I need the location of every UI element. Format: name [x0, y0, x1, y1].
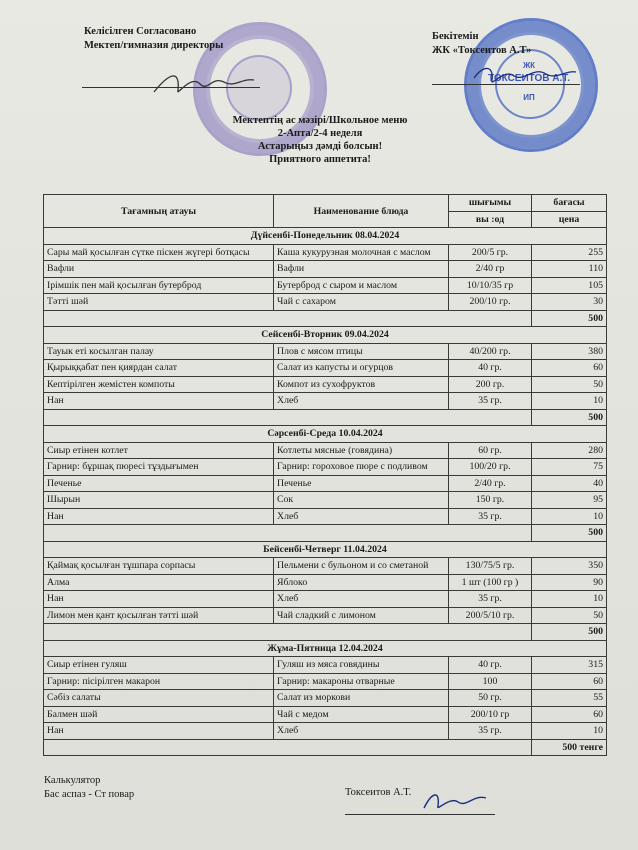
table-row: [44, 343, 607, 360]
day-total-row: [44, 624, 607, 641]
day-title: Бейсенбі-Четверг 11.04.2024: [44, 541, 607, 558]
dish-kz-cell: Нан: [44, 591, 274, 608]
table-row: [44, 442, 607, 459]
price-cell: 30: [532, 294, 607, 311]
approve-label: Бекітемін: [432, 31, 479, 42]
dish-ru-cell: Гарнир: макароны отварные: [274, 673, 449, 690]
dish-kz-cell: Сары май қосылған сүтке піскен жүгері ботқасы: [44, 244, 274, 261]
dish-kz-cell: Вафли: [44, 261, 274, 278]
table-row: [44, 459, 607, 476]
table-row: [44, 261, 607, 278]
dish-kz-cell: Сәбіз салаты: [44, 690, 274, 707]
dish-ru-cell: Сок: [274, 492, 449, 509]
day-header-row: [44, 541, 607, 558]
yield-cell: 100/20 гр.: [449, 459, 532, 476]
day-total-row: [44, 739, 607, 756]
dish-ru-cell: Хлеб: [274, 723, 449, 740]
table-row: [44, 706, 607, 723]
day-title: Сейсенбі-Вторник 09.04.2024: [44, 327, 607, 344]
dish-kz-cell: Тәтті шәй: [44, 294, 274, 311]
approver-signature-line: [432, 84, 580, 85]
header-yield-top: шығымы: [449, 195, 532, 212]
price-cell: 10: [532, 508, 607, 525]
total-spacer-cell: [44, 525, 532, 542]
table-row: [44, 657, 607, 674]
dish-kz-cell: Қырыққабат пен қиярдан салат: [44, 360, 274, 377]
dish-kz-cell: Нан: [44, 508, 274, 525]
approval-block-right: [432, 30, 531, 58]
price-cell: 10: [532, 591, 607, 608]
price-cell: 255: [532, 244, 607, 261]
header-price-bottom: цена: [532, 211, 607, 228]
price-cell: 280: [532, 442, 607, 459]
dish-kz-cell: Қаймақ қосылған тұшпара сорпасы: [44, 558, 274, 575]
day-header-row: [44, 228, 607, 245]
price-cell: 60: [532, 360, 607, 377]
day-header-row: [44, 426, 607, 443]
table-row: [44, 574, 607, 591]
dish-ru-cell: Пельмени с бульоном и со сметаной: [274, 558, 449, 575]
day-total-cell: 500: [532, 310, 607, 327]
day-title: Сәрсенбі-Среда 10.04.2024: [44, 426, 607, 443]
price-cell: 60: [532, 673, 607, 690]
dish-kz-cell: Сиыр етінен котлет: [44, 442, 274, 459]
dish-ru-cell: Каша кукурузная молочная с маслом: [274, 244, 449, 261]
yield-cell: 35 гр.: [449, 393, 532, 410]
table-row: [44, 723, 607, 740]
table-row: [44, 376, 607, 393]
table-row: [44, 244, 607, 261]
yield-cell: 60 гр.: [449, 442, 532, 459]
header-kz-name: Тағамның атауы: [44, 195, 274, 228]
price-cell: 40: [532, 475, 607, 492]
yield-cell: 150 гр.: [449, 492, 532, 509]
yield-cell: 1 шт (100 гр ): [449, 574, 532, 591]
day-title: Жұма-Пятница 12.04.2024: [44, 640, 607, 657]
total-spacer-cell: [44, 624, 532, 641]
yield-cell: 130/75/5 гр.: [449, 558, 532, 575]
dish-ru-cell: Хлеб: [274, 591, 449, 608]
dish-kz-cell: Нан: [44, 723, 274, 740]
stamp-name-text: ТОКСЕИТОВ А.Т.: [487, 73, 571, 84]
yield-cell: 10/10/35 гр: [449, 277, 532, 294]
approval-block-left: [84, 25, 223, 53]
yield-cell: 200/5/10 гр.: [449, 607, 532, 624]
yield-cell: 40/200 гр.: [449, 343, 532, 360]
header-yield-bottom: вы :од: [449, 211, 532, 228]
yield-cell: 200/5 гр.: [449, 244, 532, 261]
stamp-bottom-text: ИП: [523, 93, 535, 102]
day-title: Дүйсенбі-Понедельник 08.04.2024: [44, 228, 607, 245]
yield-cell: 2/40 гр: [449, 261, 532, 278]
price-cell: 110: [532, 261, 607, 278]
day-total-row: [44, 310, 607, 327]
menu-table: [43, 194, 607, 756]
dish-ru-cell: Чай с сахаром: [274, 294, 449, 311]
price-cell: 55: [532, 690, 607, 707]
dish-kz-cell: Нан: [44, 393, 274, 410]
price-cell: 315: [532, 657, 607, 674]
price-cell: 350: [532, 558, 607, 575]
table-row: [44, 277, 607, 294]
yield-cell: 200 гр.: [449, 376, 532, 393]
price-cell: 90: [532, 574, 607, 591]
price-cell: 60: [532, 706, 607, 723]
total-spacer-cell: [44, 310, 532, 327]
yield-cell: 35 гр.: [449, 508, 532, 525]
dish-kz-cell: Алма: [44, 574, 274, 591]
calculator-label: Калькулятор: [44, 775, 101, 786]
table-row: [44, 294, 607, 311]
dish-kz-cell: Тауык еті косылган палау: [44, 343, 274, 360]
entrepreneur-label: ЖК «Токсеитов А.Т»: [432, 45, 532, 56]
footer-left: [44, 774, 134, 802]
chef-label: Бас аспаз - Ст повар: [44, 789, 135, 800]
yield-cell: 40 гр.: [449, 657, 532, 674]
yield-cell: 2/40 гр.: [449, 475, 532, 492]
dish-kz-cell: Гарнир: бұршақ пюресі тұздығымен: [44, 459, 274, 476]
total-spacer-cell: [44, 739, 532, 756]
day-total-row: [44, 525, 607, 542]
table-row: [44, 591, 607, 608]
director-signature: [150, 62, 260, 102]
day-total-cell: 500: [532, 409, 607, 426]
yield-cell: 200/10 гр: [449, 706, 532, 723]
price-cell: 95: [532, 492, 607, 509]
table-row: [44, 492, 607, 509]
dish-ru-cell: Компот из сухофруктов: [274, 376, 449, 393]
day-total-cell: 500: [532, 624, 607, 641]
total-spacer-cell: [44, 409, 532, 426]
table-row: [44, 508, 607, 525]
table-row: [44, 360, 607, 377]
dish-ru-cell: Печенье: [274, 475, 449, 492]
table-row: [44, 690, 607, 707]
dish-ru-cell: Гуляш из мяса говядины: [274, 657, 449, 674]
table-header-row: [44, 195, 607, 212]
table-row: [44, 607, 607, 624]
dish-ru-cell: Вафли: [274, 261, 449, 278]
menu-table-body: [44, 195, 607, 756]
menu-title: [150, 114, 490, 166]
yield-cell: 200/10 гр.: [449, 294, 532, 311]
title-line-2: 2-Апта/2-4 неделя: [277, 128, 363, 139]
table-row: [44, 475, 607, 492]
dish-ru-cell: Хлеб: [274, 393, 449, 410]
table-row: [44, 558, 607, 575]
title-line-3: Астарыңыз дәмді болсын!: [257, 141, 383, 152]
price-cell: 10: [532, 393, 607, 410]
dish-kz-cell: Кептірілген жемістен компоты: [44, 376, 274, 393]
yield-cell: 35 гр.: [449, 723, 532, 740]
price-cell: 75: [532, 459, 607, 476]
yield-cell: 100: [449, 673, 532, 690]
dish-kz-cell: Шырын: [44, 492, 274, 509]
dish-kz-cell: Печенье: [44, 475, 274, 492]
dish-kz-cell: Ірімшік пен май қосылған бутерброд: [44, 277, 274, 294]
day-total-cell: 500: [532, 525, 607, 542]
title-line-4: Приятного аппетита!: [269, 154, 371, 165]
dish-ru-cell: Чай сладкий с лимоном: [274, 607, 449, 624]
dish-ru-cell: Яблоко: [274, 574, 449, 591]
director-signature-line: [82, 87, 260, 88]
dish-kz-cell: Сиыр етінен гуляш: [44, 657, 274, 674]
title-line-1: Мектептің ас мәзірі/Школьное меню: [232, 115, 408, 126]
approver-signature: [470, 60, 580, 90]
dish-ru-cell: Хлеб: [274, 508, 449, 525]
table-row: [44, 673, 607, 690]
yield-cell: 35 гр.: [449, 591, 532, 608]
dish-ru-cell: Салат из капусты и огурцов: [274, 360, 449, 377]
signer-signature: [420, 786, 490, 814]
dish-kz-cell: Лимон мен қант қосылған тәтті шәй: [44, 607, 274, 624]
header-price-top: бағасы: [532, 195, 607, 212]
day-header-row: [44, 327, 607, 344]
signer-name: Токсеитов А.Т.: [345, 787, 412, 798]
dish-ru-cell: Котлеты мясные (говядина): [274, 442, 449, 459]
dish-ru-cell: Плов с мясом птицы: [274, 343, 449, 360]
dish-ru-cell: Бутерброд с сыром и маслом: [274, 277, 449, 294]
dish-kz-cell: Гарнир: пісірілген макарон: [44, 673, 274, 690]
price-cell: 105: [532, 277, 607, 294]
dish-kz-cell: Балмен шәй: [44, 706, 274, 723]
signer-signature-line: [345, 814, 495, 815]
director-label: Мектеп/гимназия директоры: [84, 40, 224, 51]
header-ru-name: Наименование блюда: [274, 195, 449, 228]
day-total-cell: 500 тенге: [532, 739, 607, 756]
yield-cell: 50 гр.: [449, 690, 532, 707]
dish-ru-cell: Салат из моркови: [274, 690, 449, 707]
dish-ru-cell: Чай с медом: [274, 706, 449, 723]
table-row: [44, 393, 607, 410]
price-cell: 380: [532, 343, 607, 360]
yield-cell: 40 гр.: [449, 360, 532, 377]
day-header-row: [44, 640, 607, 657]
agreed-label: Келісілген Согласовано: [84, 26, 197, 37]
price-cell: 50: [532, 376, 607, 393]
price-cell: 10: [532, 723, 607, 740]
dish-ru-cell: Гарнир: гороховое пюре с подливом: [274, 459, 449, 476]
day-total-row: [44, 409, 607, 426]
price-cell: 50: [532, 607, 607, 624]
stamp-top-text: ЖК: [522, 61, 536, 70]
